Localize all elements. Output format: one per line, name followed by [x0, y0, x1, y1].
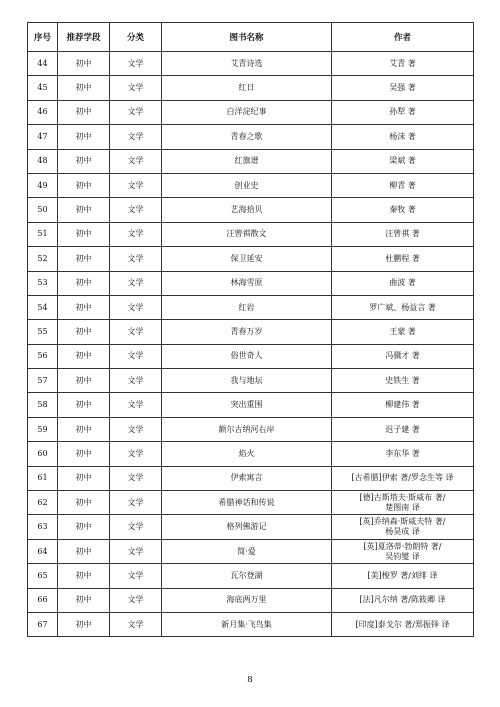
author-text: 柳青 著 [389, 180, 416, 190]
row-author [332, 393, 474, 417]
row-book-title: 白洋淀纪事 [162, 100, 332, 124]
row-stage: 初中 [58, 295, 110, 319]
row-author [332, 125, 474, 149]
row-stage: 初中 [58, 564, 110, 588]
row-number: 59 [28, 417, 58, 441]
author-text: 冯骥才 著 [385, 351, 420, 361]
row-author [332, 149, 474, 173]
row-category: 文学 [110, 344, 162, 368]
author-text: 柳建伟 著 [385, 400, 420, 410]
table-row [28, 588, 474, 612]
table-row [28, 442, 474, 466]
author-text: [英]乔纳森·斯威夫特 著/ 杨昊成 译 [359, 517, 446, 537]
table-row [28, 100, 474, 124]
row-book-title: 汪曾祺散文 [162, 222, 332, 246]
author-text: 孙犁 著 [389, 107, 416, 117]
row-author [332, 564, 474, 588]
table-row [28, 52, 474, 76]
header-number: 序号 [28, 23, 58, 52]
row-book-title: 红旗谱 [162, 149, 332, 173]
row-author [332, 222, 474, 246]
row-author [332, 198, 474, 222]
row-book-title: 简·爱 [162, 539, 332, 563]
table-row [28, 173, 474, 197]
table-body [28, 52, 474, 637]
row-category: 文学 [110, 466, 162, 490]
row-number: 55 [28, 320, 58, 344]
table-row [28, 247, 474, 271]
row-author [332, 173, 474, 197]
author-text: 杜鹏程 著 [385, 253, 420, 263]
row-number: 66 [28, 588, 58, 612]
author-text: 杨沫 著 [389, 131, 416, 141]
row-category: 文学 [110, 320, 162, 344]
row-stage: 初中 [58, 149, 110, 173]
row-author [332, 612, 474, 636]
row-book-title: 俗世奇人 [162, 344, 332, 368]
row-author [332, 295, 474, 319]
row-author [332, 588, 474, 612]
row-book-title: 艺海拾贝 [162, 198, 332, 222]
row-number: 61 [28, 466, 58, 490]
row-book-title: 伊索寓言 [162, 466, 332, 490]
row-number: 51 [28, 222, 58, 246]
table-header [28, 23, 474, 52]
row-category: 文学 [110, 515, 162, 539]
author-text: [英]夏洛蒂·勃朗特 著/ 吴钧燮 译 [363, 541, 442, 561]
row-stage: 初中 [58, 247, 110, 271]
header-row [28, 23, 474, 52]
author-text: 汪曾祺 著 [385, 229, 420, 239]
row-number: 52 [28, 247, 58, 271]
table-row [28, 222, 474, 246]
row-category: 文学 [110, 491, 162, 515]
table-row [28, 539, 474, 563]
header-author: 作者 [332, 23, 474, 52]
author-text: [印度]泰戈尔 著/郑振铎 译 [355, 619, 450, 629]
row-book-title: 青春之歌 [162, 125, 332, 149]
author-text: [德]古斯塔夫·斯威布 著/ 楚图南 译 [359, 492, 446, 512]
row-category: 文学 [110, 369, 162, 393]
row-author [332, 52, 474, 76]
header-title: 图书名称 [162, 23, 332, 52]
author-text: [法]凡尔纳 著/陈筱卿 译 [359, 595, 446, 605]
author-text: 史铁生 著 [385, 375, 420, 385]
table-row [28, 198, 474, 222]
row-book-title: 我与地坛 [162, 369, 332, 393]
row-category: 文学 [110, 564, 162, 588]
row-book-title: 希腊神话和传说 [162, 491, 332, 515]
row-number: 54 [28, 295, 58, 319]
row-number: 65 [28, 564, 58, 588]
author-text: 曲波 著 [389, 278, 416, 288]
book-list-table [27, 22, 474, 637]
row-stage: 初中 [58, 76, 110, 100]
header-category: 分类 [110, 23, 162, 52]
table-row [28, 344, 474, 368]
row-category: 文学 [110, 295, 162, 319]
row-category: 文学 [110, 271, 162, 295]
table-row [28, 417, 474, 441]
table-row [28, 76, 474, 100]
header-stage: 推荐学段 [58, 23, 110, 52]
row-stage: 初中 [58, 369, 110, 393]
row-book-title: 瓦尔登湖 [162, 564, 332, 588]
row-stage: 初中 [58, 173, 110, 197]
row-author [332, 491, 474, 515]
row-number: 67 [28, 612, 58, 636]
row-stage: 初中 [58, 393, 110, 417]
table-row [28, 491, 474, 515]
row-number: 56 [28, 344, 58, 368]
author-text: 秦牧 著 [389, 205, 416, 215]
row-category: 文学 [110, 149, 162, 173]
row-category: 文学 [110, 222, 162, 246]
row-book-title: 林海雪原 [162, 271, 332, 295]
row-author [332, 515, 474, 539]
row-author [332, 247, 474, 271]
table-row [28, 320, 474, 344]
author-text: [美]梭罗 著/刘绯 译 [367, 570, 438, 580]
row-book-title: 红岩 [162, 295, 332, 319]
table-row [28, 564, 474, 588]
row-author [332, 466, 474, 490]
table-row [28, 125, 474, 149]
row-book-title: 青春万岁 [162, 320, 332, 344]
row-category: 文学 [110, 247, 162, 271]
row-number: 48 [28, 149, 58, 173]
table-row [28, 369, 474, 393]
row-stage: 初中 [58, 320, 110, 344]
row-stage: 初中 [58, 588, 110, 612]
row-category: 文学 [110, 539, 162, 563]
row-author [332, 76, 474, 100]
author-text: 艾青 著 [389, 58, 416, 68]
row-book-title: 突出重围 [162, 393, 332, 417]
row-number: 49 [28, 173, 58, 197]
row-stage: 初中 [58, 222, 110, 246]
row-number: 62 [28, 491, 58, 515]
row-author [332, 344, 474, 368]
author-text: 王蒙 著 [389, 326, 416, 336]
row-book-title: 焰火 [162, 442, 332, 466]
row-stage: 初中 [58, 52, 110, 76]
row-category: 文学 [110, 100, 162, 124]
row-stage: 初中 [58, 125, 110, 149]
row-stage: 初中 [58, 612, 110, 636]
row-number: 58 [28, 393, 58, 417]
row-category: 文学 [110, 125, 162, 149]
row-stage: 初中 [58, 417, 110, 441]
author-text: 迟子建 著 [385, 424, 420, 434]
row-stage: 初中 [58, 442, 110, 466]
row-category: 文学 [110, 417, 162, 441]
table-row [28, 612, 474, 636]
table-row [28, 393, 474, 417]
author-text: [古希腊]伊索 著/罗念生等 译 [351, 473, 454, 483]
row-number: 57 [28, 369, 58, 393]
row-category: 文学 [110, 393, 162, 417]
row-stage: 初中 [58, 100, 110, 124]
row-book-title: 新月集·飞鸟集 [162, 612, 332, 636]
row-number: 64 [28, 539, 58, 563]
row-stage: 初中 [58, 271, 110, 295]
row-author [332, 442, 474, 466]
row-number: 50 [28, 198, 58, 222]
row-number: 53 [28, 271, 58, 295]
row-stage: 初中 [58, 539, 110, 563]
row-author [332, 320, 474, 344]
page-number: 8 [247, 675, 253, 685]
row-stage: 初中 [58, 491, 110, 515]
row-author [332, 539, 474, 563]
author-text: 吴强 著 [389, 83, 416, 93]
row-number: 44 [28, 52, 58, 76]
row-category: 文学 [110, 612, 162, 636]
row-book-title: 海底两万里 [162, 588, 332, 612]
row-book-title: 格列佛游记 [162, 515, 332, 539]
author-text: 梁斌 著 [389, 156, 416, 166]
row-author [332, 100, 474, 124]
row-stage: 初中 [58, 515, 110, 539]
row-author [332, 417, 474, 441]
row-stage: 初中 [58, 466, 110, 490]
row-number: 46 [28, 100, 58, 124]
row-category: 文学 [110, 588, 162, 612]
row-category: 文学 [110, 76, 162, 100]
row-category: 文学 [110, 198, 162, 222]
table-row [28, 271, 474, 295]
row-book-title: 红日 [162, 76, 332, 100]
row-stage: 初中 [58, 344, 110, 368]
table-row [28, 295, 474, 319]
row-author [332, 271, 474, 295]
table-row [28, 466, 474, 490]
row-book-title: 保卫延安 [162, 247, 332, 271]
row-book-title: 创业史 [162, 173, 332, 197]
row-number: 63 [28, 515, 58, 539]
table-row [28, 515, 474, 539]
row-number: 47 [28, 125, 58, 149]
author-text: 罗广斌、杨益言 著 [369, 302, 436, 312]
row-number: 45 [28, 76, 58, 100]
row-category: 文学 [110, 52, 162, 76]
row-category: 文学 [110, 173, 162, 197]
row-book-title: 艾青诗选 [162, 52, 332, 76]
table-row [28, 149, 474, 173]
row-number: 60 [28, 442, 58, 466]
row-author [332, 369, 474, 393]
row-category: 文学 [110, 442, 162, 466]
author-text: 李东华 著 [385, 448, 420, 458]
row-book-title: 额尔古纳河右岸 [162, 417, 332, 441]
row-stage: 初中 [58, 198, 110, 222]
